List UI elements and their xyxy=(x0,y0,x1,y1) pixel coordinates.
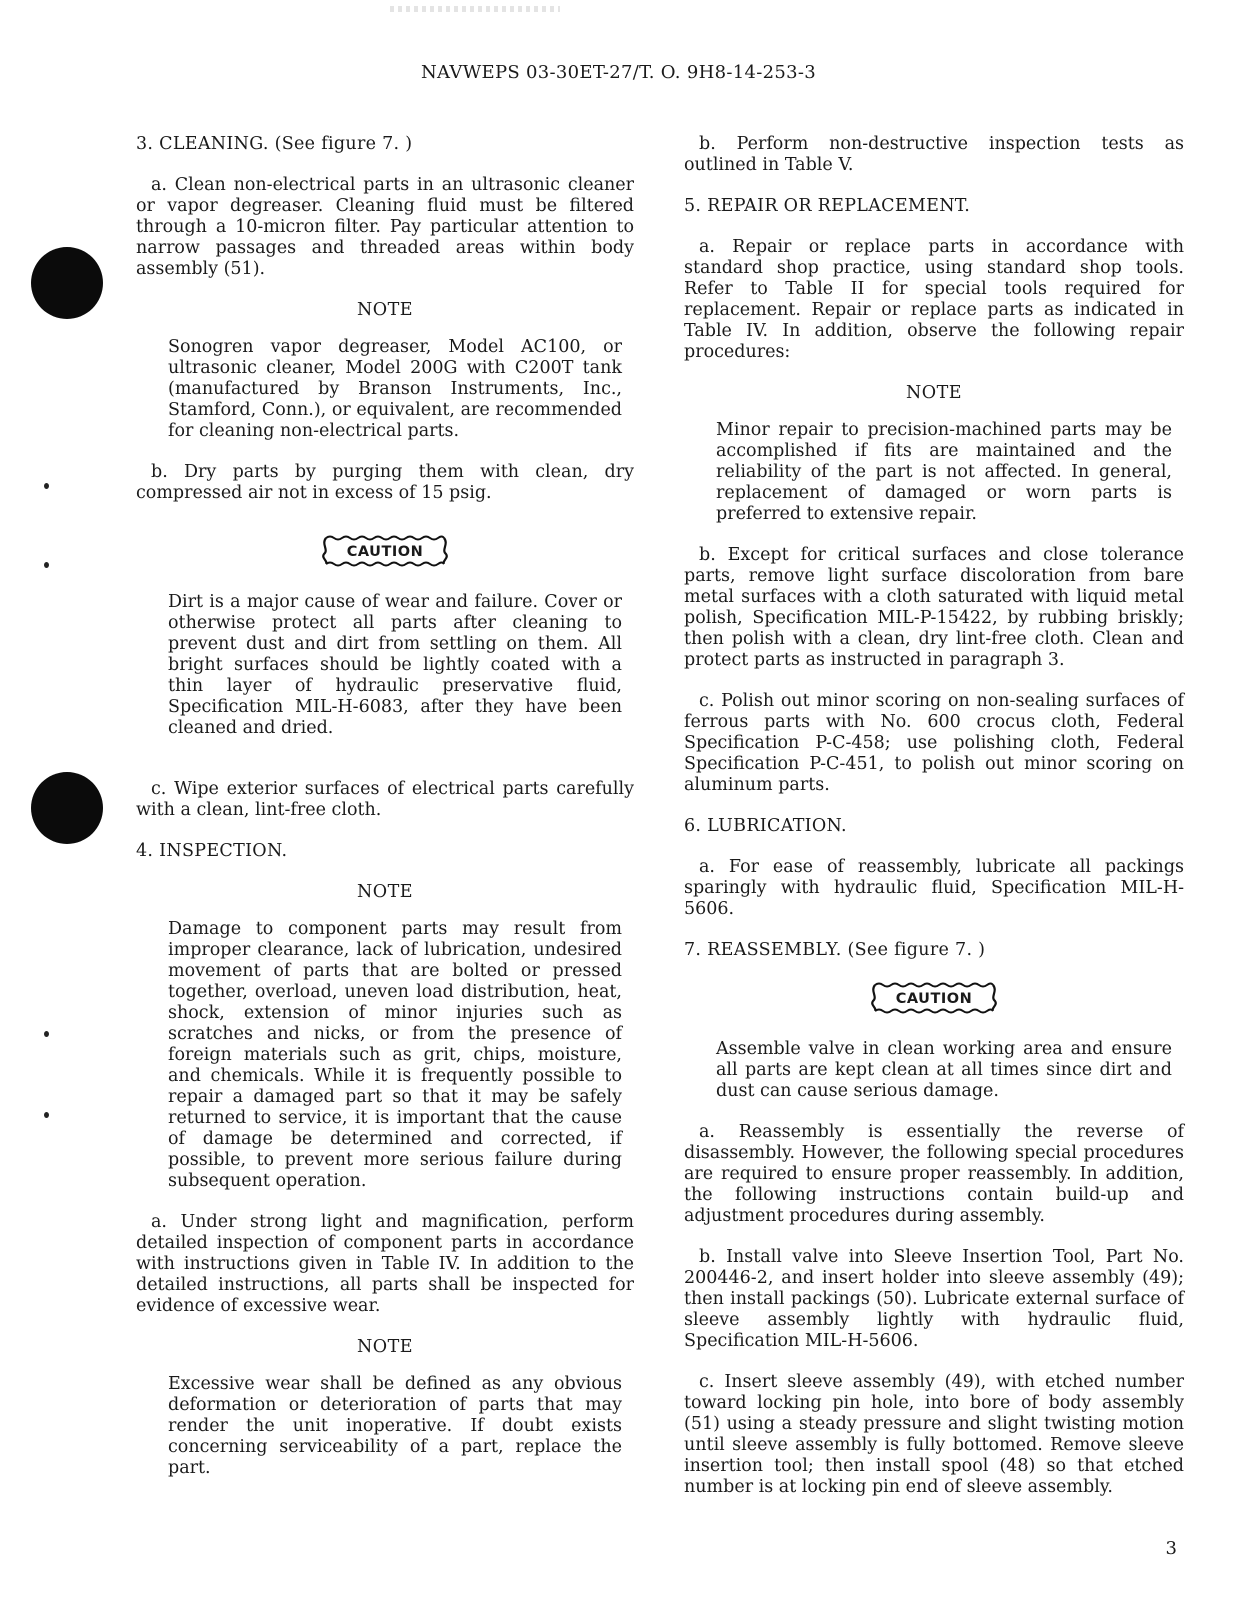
section-7-heading: 7. REASSEMBLY. (See figure 7. ) xyxy=(684,940,986,960)
paragraph-5b: b. Except for critical surfaces and close tolerance parts, remove light surface discoloration from bare metal surfaces with a cloth saturated with liquid metal polish, Specification MIL-P-15422, by rubbing briskly; then polish with a clean, dry lint-free cloth. Clean and protect parts as instructed in paragraph 3. xyxy=(684,545,1184,670)
section-5-heading: 5. REPAIR OR REPLACEMENT. xyxy=(684,196,971,216)
left-column xyxy=(136,134,634,1499)
note-body-cleaning: Sonogren vapor degreaser, Model AC100, or ultrasonic cleaner, Model 200G with C200T tank (manufactured by Branson Instruments, Inc., Stamford, Conn.), or equivalent, are recommended for cleaning non-electrical parts. xyxy=(168,337,622,441)
paragraph-4a: a. Under strong light and magnification, perform detailed inspection of component parts in accordance with instructions given in Table IV. In addition to the detailed instructions, all parts shall be inspected for evidence of excessive wear. xyxy=(136,1212,634,1316)
document-header: NAVWEPS 03-30ET-27/T. O. 9H8-14-253-3 xyxy=(420,62,817,83)
caution-box xyxy=(684,981,1184,1021)
paragraph-5a: a. Repair or replace parts in accordance with standard shop practice, using standard shop tools. Refer to Table II for special tools required for replacement. Repair or replace parts as indicated in Table IV. In addition, observe the following repair procedures: xyxy=(684,237,1184,362)
paragraph-5c: c. Polish out minor scoring on non-sealing surfaces of ferrous parts with No. 600 crocus cloth, Federal Specification P-C-458; use polishing cloth, Federal Specification P-C-451, to polish out minor scoring on aluminum parts. xyxy=(684,691,1184,795)
note-body-wear: Excessive wear shall be defined as any obvious deformation or deterioration of parts that may render the unit inoperative. If doubt exists concerning serviceability of a part, replace the part. xyxy=(168,1374,622,1478)
note-body-repair: Minor repair to precision-machined parts may be accomplished if fits are maintained and the reliability of the part is not affected. In general, replacement of damaged or worn parts is preferred to extensive repair. xyxy=(716,420,1172,524)
scan-artifact xyxy=(390,6,560,12)
note-body-inspection: Damage to component parts may result from improper clearance, lack of lubrication, undesired movement of parts that are bolted or pressed together, overload, uneven load distribution, heat, shock, extension of minor injuries such as scratches and nicks, or from the presence of foreign materials such as grit, chips, moisture, and chemicals. While it is frequently possible to repair a damaged part so that it may be safely returned to service, it is important that the cause of damage be determined and corrected, if possible, to prevent more serious failure during subsequent operation. xyxy=(168,919,622,1191)
note-title: NOTE xyxy=(905,383,963,403)
paragraph-3b: b. Dry parts by purging them with clean, dry compressed air not in excess of 15 psig. xyxy=(136,462,634,503)
paragraph-4b: b. Perform non-destructive inspection tests as outlined in Table V. xyxy=(684,134,1184,175)
caution-body-cleaning: Dirt is a major cause of wear and failure. Cover or otherwise protect all parts after cleaning to prevent dust and dirt from settling on them. All bright surfaces should be lightly coated with a thin layer of hydraulic preservative fluid, Specification MIL-H-6083, after they have been cleaned and dried. xyxy=(168,592,622,738)
margin-speck xyxy=(44,562,49,568)
note-title: NOTE xyxy=(356,882,414,902)
paragraph-3a: a. Clean non-electrical parts in an ultrasonic cleaner or vapor degreaser. Cleaning fluid must be filtered through a 10-micron filter. Pay particular attention to narrow passages and threaded areas within body assembly (51). xyxy=(136,175,634,279)
margin-speck xyxy=(44,483,49,489)
margin-speck xyxy=(44,1112,49,1118)
paragraph-6a: a. For ease of reassembly, lubricate all packings sparingly with hydraulic fluid, Specification MIL-H-5606. xyxy=(684,857,1184,919)
page-number: 3 xyxy=(1165,1538,1177,1559)
section-3-heading: 3. CLEANING. (See figure 7. ) xyxy=(136,134,413,154)
right-column xyxy=(684,134,1184,1518)
paragraph-7b: b. Install valve into Sleeve Insertion Tool, Part No. 200446-2, and insert holder into sleeve assembly (49); then install packings (50). Lubricate external surface of sleeve assembly lightly with hydraulic fluid, Specification MIL-H-5606. xyxy=(684,1247,1184,1351)
paragraph-7a: a. Reassembly is essentially the reverse of disassembly. However, the following special procedures are required to ensure proper reassembly. In addition, the following instructions contain build-up and adjustment procedures during assembly. xyxy=(684,1122,1184,1226)
caution-label: CAUTION xyxy=(895,991,973,1007)
section-4-heading: 4. INSPECTION. xyxy=(136,841,288,861)
note-title: NOTE xyxy=(356,1337,414,1357)
note-title: NOTE xyxy=(356,300,414,320)
section-6-heading: 6. LUBRICATION. xyxy=(684,816,847,836)
binder-hole-middle xyxy=(31,772,103,844)
caution-box xyxy=(136,534,634,574)
binder-hole-top xyxy=(31,247,103,319)
caution-label: CAUTION xyxy=(346,544,424,560)
margin-speck xyxy=(44,1031,49,1037)
paragraph-7c: c. Insert sleeve assembly (49), with etched number toward locking pin hole, into bore of body assembly (51) using a steady pressure and slight twisting motion until sleeve assembly is fully bottomed. Remove sleeve insertion tool; then install spool (48) so that etched number is at locking pin end of sleeve assembly. xyxy=(684,1372,1184,1497)
caution-body-reassembly: Assemble valve in clean working area and ensure all parts are kept clean at all times since dirt and dust can cause serious damage. xyxy=(716,1039,1172,1101)
paragraph-3c: c. Wipe exterior surfaces of electrical parts carefully with a clean, lint-free cloth. xyxy=(136,779,634,820)
